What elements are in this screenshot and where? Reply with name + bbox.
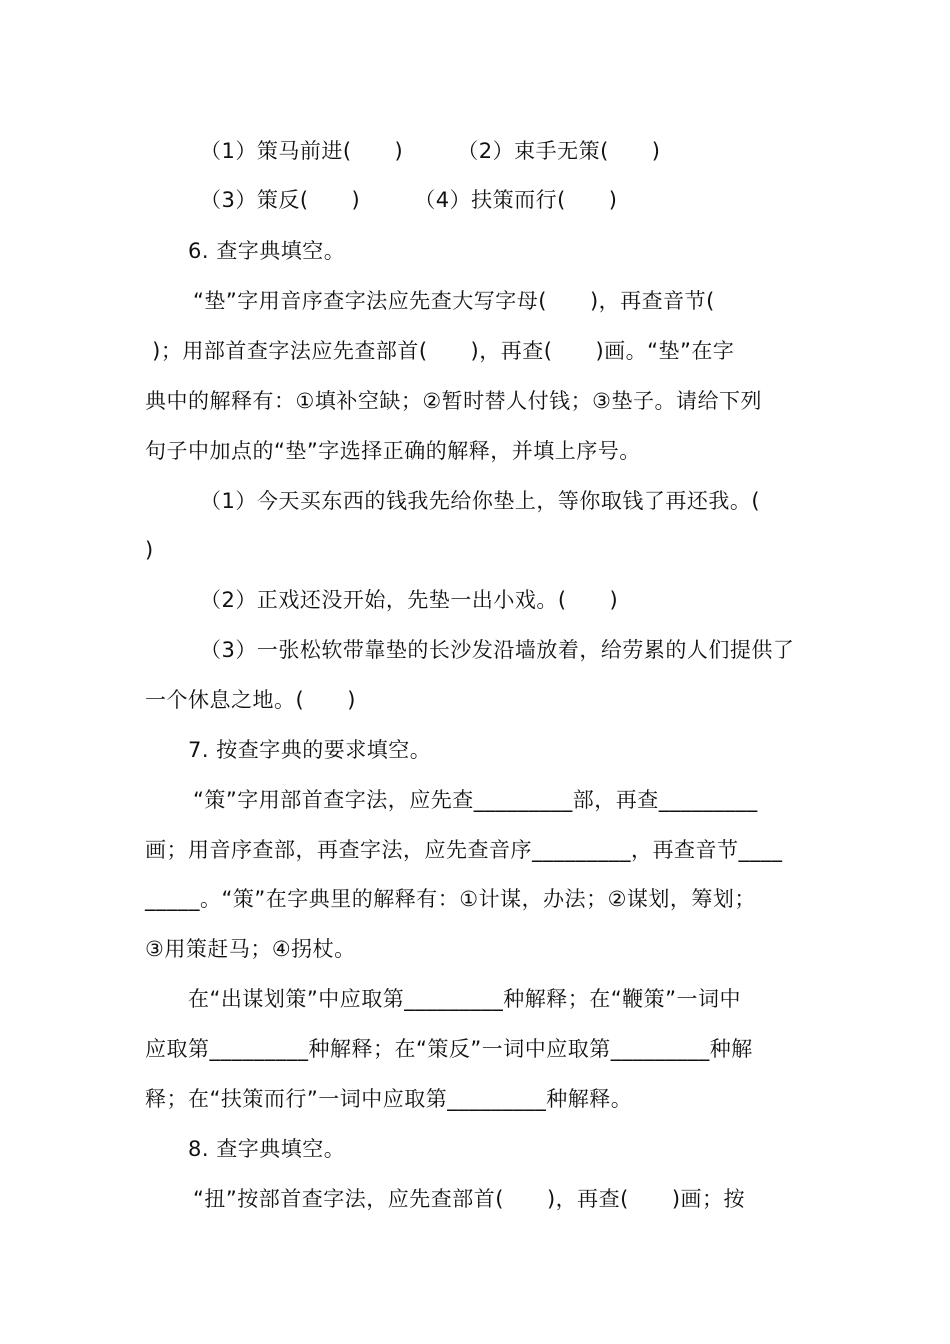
- item-1-2-options: （1）策马前进( ) （2）束手无策( ): [200, 139, 661, 163]
- question-6-text: )；用部首查字法应先查部首( )，再查( )画。“垫”在字: [145, 339, 735, 363]
- question-7-text: _____。“策”在字典里的解释有：①计谋，办法；②谋划，筹划；: [145, 887, 756, 911]
- question-6-heading: 6. 查字典填空。: [188, 239, 346, 263]
- question-7-heading: 7. 按查字典的要求填空。: [188, 738, 432, 762]
- question-6-text: “垫”字用音序查字法应先查大写字母( )，再查音节(: [193, 289, 715, 313]
- item-3-4-options: （3）策反( ) （4）扶策而行( ): [200, 188, 618, 212]
- question-8-text: “扭”按部首查字法，应先查部首( )，再查( )画；按: [193, 1187, 746, 1211]
- question-6-text: 句子中加点的“垫”字选择正确的解释，并填上序号。: [145, 439, 641, 463]
- question-7-fill: 在“出谋划策”中应取第_________种解释；在“鞭策”一词中: [188, 987, 742, 1011]
- sentence-3: （3）一张松软带靠垫的长沙发沿墙放着，给劳累的人们提供了: [200, 638, 795, 662]
- question-7-text: “策”字用部首查字法，应先查_________部，再查_________: [193, 788, 758, 812]
- question-6-text: 典中的解释有：①填补空缺；②暂时替人付钱；③垫子。请给下列: [145, 389, 762, 413]
- sentence-2: （2）正戏还没开始，先垫一出小戏。( ): [200, 588, 619, 612]
- question-7-text: ③用策赶马；④拐杖。: [145, 937, 356, 961]
- question-8-heading: 8. 查字典填空。: [188, 1137, 346, 1161]
- sentence-1-blank: ): [145, 538, 154, 562]
- sentence-3: 一个休息之地。( ): [145, 688, 356, 712]
- question-7-fill: 释；在“扶策而行”一词中应取第_________种解释。: [145, 1087, 633, 1111]
- question-7-text: 画；用音序查部，再查字法，应先查音序_________，再查音节____: [145, 838, 783, 862]
- sentence-1: （1）今天买东西的钱我先给你垫上，等你取钱了再还我。(: [200, 489, 761, 513]
- question-7-fill: 应取第_________种解释；在“策反”一词中应取第_________种解: [145, 1037, 753, 1061]
